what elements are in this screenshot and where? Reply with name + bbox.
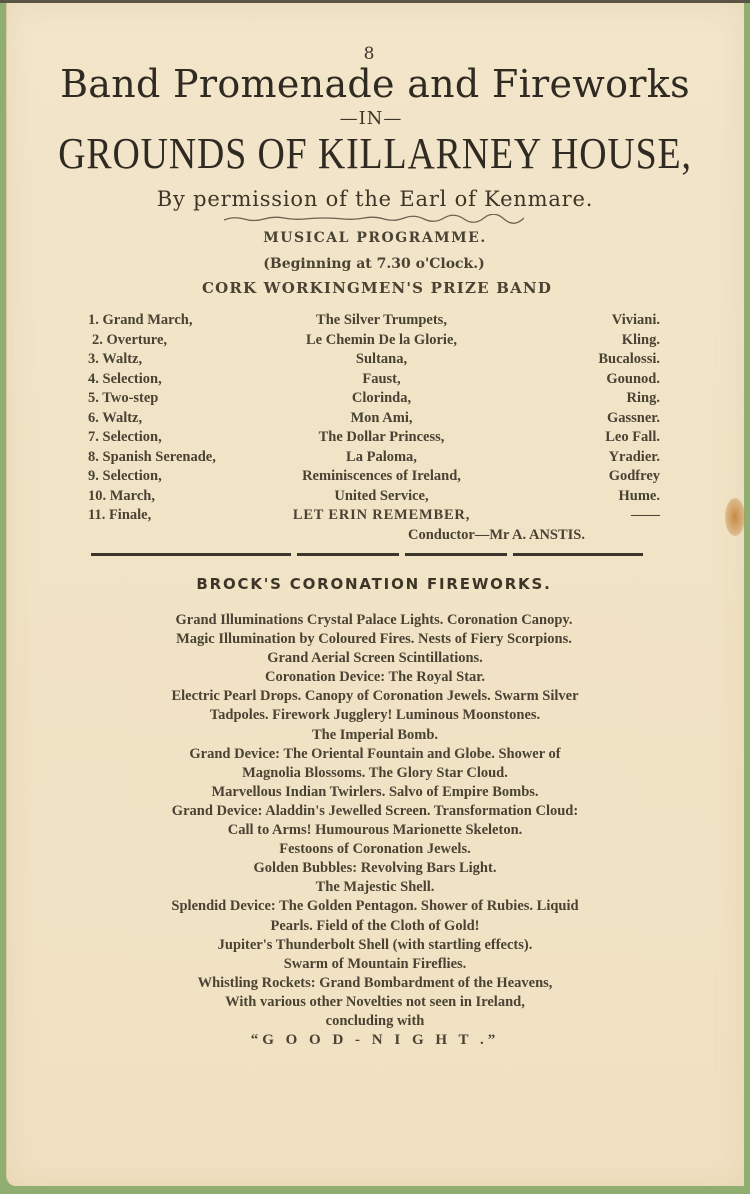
- programme-item: [88, 332, 660, 352]
- programme-item: [88, 351, 660, 371]
- programme-item: [88, 410, 660, 430]
- fireworks-line: Pearls. Field of the Cloth of Gold!: [270, 917, 480, 934]
- item-number: 8.: [88, 448, 99, 465]
- programme-list: [88, 312, 660, 527]
- band-name: CORK WORKINGMEN'S PRIZE BAND: [201, 279, 553, 297]
- item-composer: Leo Fall.: [605, 429, 660, 445]
- fireworks-line: Grand Device: The Oriental Fountain and Globe. Shower of: [189, 745, 561, 762]
- fireworks-line: Grand Aerial Screen Scintillations.: [267, 650, 483, 667]
- fireworks-list: [0, 612, 750, 1051]
- fireworks-line: Marvellous Indian Twirlers. Salvo of Empire Bombs.: [211, 783, 539, 800]
- item-number: 2.: [92, 331, 103, 348]
- item-type: Finale,: [108, 507, 152, 523]
- fireworks-line: Festoons of Coronation Jewels.: [279, 841, 471, 858]
- programme-item: [88, 390, 660, 410]
- programme-item: [88, 488, 660, 508]
- item-number: 9.: [88, 468, 99, 484]
- conductor-credit: Conductor—Mr A. ANSTIS.: [408, 527, 585, 543]
- item-piece: Sultana,: [355, 351, 408, 367]
- item-composer: Hume.: [618, 487, 660, 504]
- fireworks-line: Golden Bubbles: Revolving Bars Light.: [253, 860, 497, 877]
- item-composer: Bucalossi.: [598, 351, 660, 367]
- item-piece: Mon Ami,: [350, 409, 413, 426]
- item-type: Spanish Serenade,: [102, 448, 216, 465]
- fireworks-line: Magic Illumination by Coloured Fires. Nests of Fiery Scorpions.: [176, 631, 572, 648]
- programme-item: [88, 468, 660, 488]
- item-composer: Viviani.: [611, 312, 660, 328]
- item-piece: Le Chemin De la Glorie,: [305, 331, 458, 348]
- item-type: Selection,: [102, 429, 162, 445]
- item-number: 7.: [88, 429, 99, 445]
- item-number: 6.: [88, 409, 99, 426]
- item-composer: ——: [631, 507, 660, 523]
- item-composer: Ring.: [626, 390, 660, 406]
- programme-item: [88, 449, 660, 469]
- item-composer: Gassner.: [606, 409, 660, 426]
- item-number: 10.: [88, 487, 107, 504]
- fireworks-line: With various other Novelties not seen in Ireland,: [225, 993, 525, 1010]
- item-piece: Faust,: [362, 370, 401, 387]
- item-number: 4.: [88, 370, 99, 387]
- item-piece: LET ERIN REMEMBER,: [292, 507, 471, 523]
- section-divider: [91, 553, 643, 558]
- item-type: Two-step: [102, 390, 159, 406]
- item-number: 1.: [88, 312, 99, 328]
- fireworks-line: The Majestic Shell.: [315, 879, 435, 896]
- fireworks-line: Call to Arms! Humourous Marionette Skeleton.: [227, 822, 523, 839]
- programme-item: [88, 312, 660, 332]
- finale-good-night: “G O O D - N I G H T .”: [250, 1032, 500, 1049]
- programme-item: [88, 429, 660, 449]
- item-piece: United Service,: [334, 487, 429, 504]
- paper-stain: [725, 498, 745, 536]
- programme-item: [88, 507, 660, 527]
- fireworks-line: Jupiter's Thunderbolt Shell (with startling effects).: [217, 936, 533, 953]
- item-piece: Clorinda,: [351, 390, 412, 406]
- item-type: Waltz,: [102, 351, 143, 367]
- item-composer: Gounod.: [606, 370, 660, 387]
- item-type: March,: [109, 487, 155, 504]
- fireworks-line: Electric Pearl Drops. Canopy of Coronation Jewels. Swarm Silver: [171, 688, 579, 705]
- item-piece: The Silver Trumpets,: [316, 312, 447, 328]
- fireworks-line: Grand Device: Aladdin's Jewelled Screen. Transformation Cloud:: [171, 802, 579, 819]
- item-piece: The Dollar Princess,: [318, 429, 445, 445]
- fireworks-line: Grand Illuminations Crystal Palace Lights. Coronation Canopy.: [175, 612, 573, 628]
- fireworks-line: Splendid Device: The Golden Pentagon. Shower of Rubies. Liquid: [171, 898, 579, 915]
- item-number: 3.: [88, 351, 99, 367]
- programme-item: [88, 371, 660, 391]
- start-time: (Beginning at 7.30 o'Clock.): [263, 256, 485, 272]
- fireworks-line: Whistling Rockets: Grand Bombardment of the Heavens,: [197, 974, 553, 991]
- item-type: Selection,: [102, 468, 162, 484]
- item-type: Overture,: [106, 331, 168, 348]
- fireworks-heading: BROCK'S CORONATION FIREWORKS.: [196, 575, 552, 593]
- item-number: 11.: [88, 507, 106, 523]
- fireworks-line: Magnolia Blossoms. The Glory Star Cloud.: [242, 764, 508, 781]
- permission-line: By permission of the Earl of Kenmare.: [156, 187, 594, 211]
- item-piece: Reminiscences of Ireland,: [302, 468, 461, 484]
- venue-heading: GROUNDS OF KILLARNEY HOUSE,: [58, 129, 692, 178]
- page-number: 8: [363, 44, 375, 64]
- item-number: 5.: [88, 390, 99, 406]
- fireworks-line: Coronation Device: The Royal Star.: [264, 669, 486, 686]
- item-type: Waltz,: [102, 409, 143, 426]
- fireworks-line: Swarm of Mountain Fireflies.: [283, 955, 467, 972]
- programme-heading: MUSICAL PROGRAMME.: [263, 230, 487, 246]
- backing-board: [30, 1186, 750, 1194]
- fireworks-line: The Imperial Bomb.: [311, 726, 439, 743]
- item-composer: Kling.: [621, 331, 660, 348]
- fireworks-line: concluding with: [325, 1012, 425, 1029]
- item-composer: Yradier.: [608, 448, 660, 465]
- item-piece: La Paloma,: [346, 448, 417, 465]
- fireworks-line: Tadpoles. Firework Jugglery! Luminous Moonstones.: [209, 707, 541, 724]
- in-separator: —IN—: [339, 108, 403, 129]
- page-title: Band Promenade and Fireworks: [60, 62, 690, 106]
- wavy-divider: [224, 214, 524, 224]
- item-composer: Godfrey: [608, 468, 660, 484]
- item-type: Grand March,: [102, 312, 193, 328]
- item-type: Selection,: [102, 370, 162, 387]
